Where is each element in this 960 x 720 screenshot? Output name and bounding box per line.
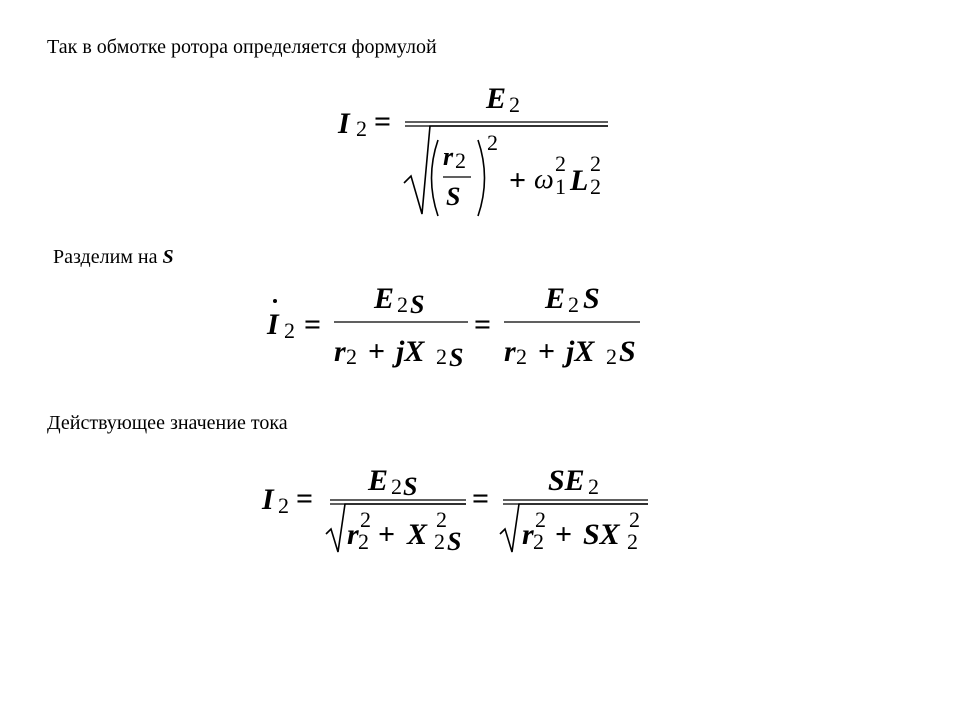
f1-s-symbol: S xyxy=(446,182,461,211)
effective-current-text: Действующее значение тока xyxy=(47,412,288,434)
f1-paren-power: 2 xyxy=(487,130,498,155)
f3-r-power-1: 2 xyxy=(360,507,371,532)
f3-r-symbol-1: r xyxy=(347,518,359,551)
f2-jx-symbol-1: jX xyxy=(396,335,425,368)
f2-equals-2: = xyxy=(474,308,492,341)
f3-x-symbol: X xyxy=(407,518,428,551)
f2-e-subscript-2: 2 xyxy=(568,292,579,317)
divide-by-s-variable: S xyxy=(162,246,174,268)
f1-r-symbol: r xyxy=(443,142,454,171)
f2-i-symbol: I xyxy=(267,308,279,341)
f3-e-subscript: 2 xyxy=(391,474,402,499)
f2-x-subscript-s-1: S xyxy=(449,343,464,372)
f2-r-subscript-2: 2 xyxy=(516,344,527,369)
f2-x-subscript-1: 2 xyxy=(436,344,447,369)
f2-x-subscript-2: 2 xyxy=(606,344,617,369)
f3-equals-2: = xyxy=(472,482,490,515)
f2-jx-symbol-2: jX xyxy=(566,335,595,368)
f2-i-subscript: 2 xyxy=(284,318,295,343)
intro-text: Так в обмотке ротора определяется формулой xyxy=(47,36,437,58)
f1-equals: = xyxy=(374,105,392,138)
f3-equals-1: = xyxy=(296,482,314,515)
f2-e-subscript: 2 xyxy=(397,292,408,317)
f1-l-subscript: 2 xyxy=(590,174,601,199)
f3-x-subscript: 2 xyxy=(434,529,445,554)
f1-plus: + xyxy=(509,164,527,197)
f3-sx-power: 2 xyxy=(629,507,640,532)
f1-e-symbol: E xyxy=(486,82,507,115)
f1-i-symbol: I xyxy=(338,107,350,140)
f1-l-symbol: L xyxy=(570,164,589,197)
f2-s-symbol-3: S xyxy=(619,335,636,368)
f3-se-symbol: SE xyxy=(548,464,585,497)
f2-r-subscript-1: 2 xyxy=(346,344,357,369)
f2-s-symbol-2: S xyxy=(583,282,600,315)
f1-i-subscript: 2 xyxy=(356,116,367,141)
f2-e-subscript-s: S xyxy=(410,290,425,319)
divide-by-s-prefix: Разделим на xyxy=(53,246,163,268)
f1-omega-power: 2 xyxy=(555,151,566,176)
f3-i-symbol: I xyxy=(262,483,274,516)
f1-r-subscript: 2 xyxy=(455,148,466,173)
f3-se-subscript: 2 xyxy=(588,474,599,499)
f2-r-symbol-2: r xyxy=(504,335,516,368)
f3-e-subscript-s: S xyxy=(403,472,418,501)
f3-r-subscript-1: 2 xyxy=(358,529,369,554)
f3-r-power-2: 2 xyxy=(535,507,546,532)
f3-plus-1: + xyxy=(378,518,396,551)
f3-r-symbol-2: r xyxy=(522,518,534,551)
f1-omega-subscript: 1 xyxy=(555,174,566,199)
f3-plus-2: + xyxy=(555,518,573,551)
f2-r-symbol-1: r xyxy=(334,335,346,368)
f2-plus-1: + xyxy=(368,335,386,368)
f2-equals-1: = xyxy=(304,308,322,341)
f3-e-symbol: E xyxy=(368,464,389,497)
f1-e-subscript: 2 xyxy=(509,92,520,117)
f3-i-subscript: 2 xyxy=(278,493,289,518)
f1-l-power: 2 xyxy=(590,151,601,176)
f2-plus-2: + xyxy=(538,335,556,368)
f3-sx-symbol: SX xyxy=(583,518,620,551)
f1-omega-symbol: ω xyxy=(534,164,554,195)
f2-e-symbol: E xyxy=(374,282,395,315)
f2-e-symbol-2: E xyxy=(545,282,566,315)
f3-x-power: 2 xyxy=(436,507,447,532)
f3-x-subscript-s: S xyxy=(447,527,462,556)
f3-r-subscript-2: 2 xyxy=(533,529,544,554)
f3-sx-subscript: 2 xyxy=(627,529,638,554)
